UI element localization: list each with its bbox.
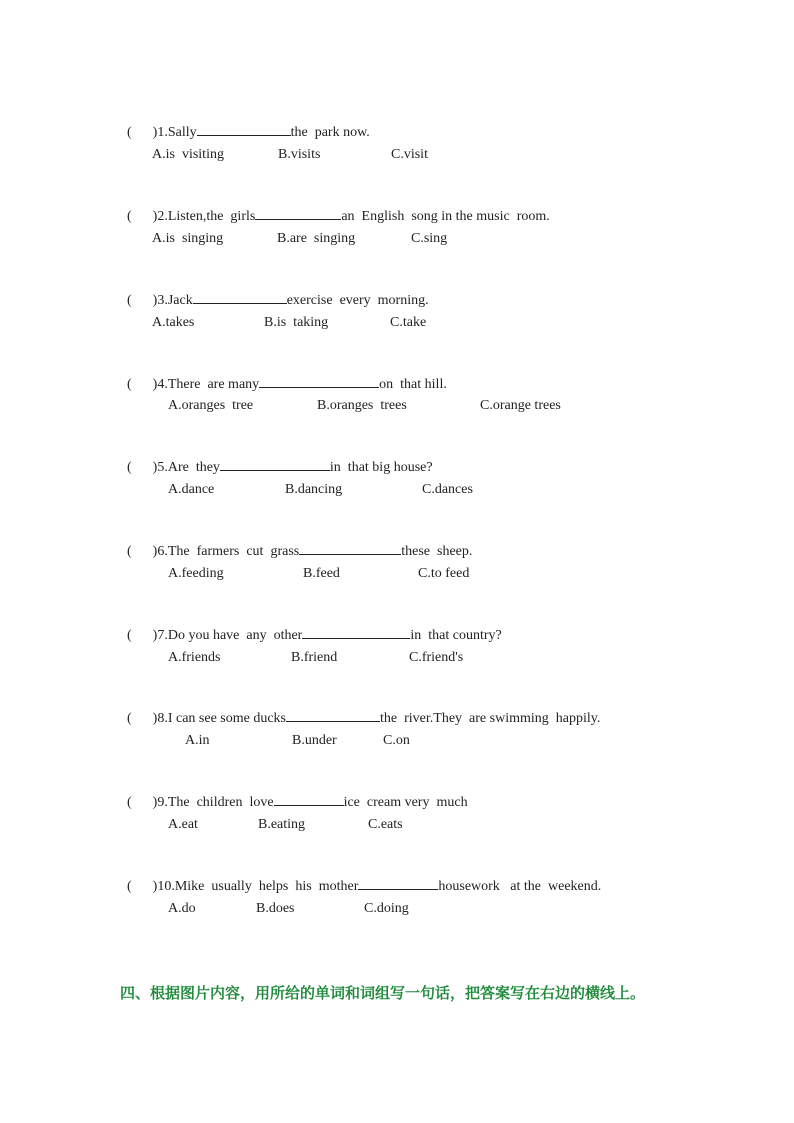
options-6	[0, 565, 794, 583]
options-5	[0, 481, 794, 499]
option-b[interactable]: B.feed	[303, 566, 340, 581]
option-b[interactable]: B.is taking	[264, 315, 329, 330]
option-c[interactable]: C.doing	[364, 901, 409, 916]
options-7	[0, 649, 794, 667]
question-8: ( )8.I can see some ducks the river.They are swimming happily.	[120, 690, 600, 728]
answer-blank[interactable]	[220, 457, 330, 471]
answer-blank[interactable]	[286, 708, 380, 722]
question-text-after: in that big house?	[329, 460, 433, 475]
question-number: 8	[157, 711, 165, 726]
answer-paren[interactable]: ( )	[127, 879, 158, 894]
option-a[interactable]: A.dance	[168, 482, 215, 497]
option-a[interactable]: A.takes	[152, 315, 195, 330]
option-c[interactable]: C.sing	[411, 231, 448, 246]
question-text-before: Are they	[167, 460, 220, 475]
question-number: 9	[157, 795, 165, 810]
question-number: 3	[157, 293, 165, 308]
options-2	[0, 230, 794, 248]
option-a[interactable]: A.friends	[168, 650, 221, 665]
question-text-before: Jack	[167, 293, 193, 308]
question-text-after: these sheep.	[401, 544, 473, 559]
answer-blank[interactable]	[197, 122, 291, 136]
question-text-before: There are many	[167, 377, 260, 392]
question-number: 10	[157, 879, 172, 894]
options-3	[0, 314, 794, 332]
question-1: ( )1.Sally the park now.	[120, 104, 370, 142]
question-text-before: The farmers cut grass	[167, 544, 300, 559]
question-3: ( )3.Jack exercise every morning.	[120, 272, 429, 310]
option-a[interactable]: A.do	[168, 901, 196, 916]
options-4	[0, 397, 794, 415]
option-b[interactable]: B.oranges trees	[317, 398, 407, 413]
answer-blank[interactable]	[193, 290, 287, 304]
question-text-after: ice cream very much	[343, 795, 468, 810]
options-9	[0, 816, 794, 834]
question-6: ( )6.The farmers cut grass these sheep.	[120, 523, 472, 561]
question-number: 6	[157, 544, 165, 559]
option-a[interactable]: A.eat	[168, 817, 198, 832]
question-text-before: The children love	[167, 795, 274, 810]
question-text-after: the park now.	[290, 125, 370, 140]
option-b[interactable]: B.eating	[258, 817, 306, 832]
section-heading: 四、根据图片内容，用所给的单词和词组写一句话，把答案写在右边的横线上。	[120, 984, 646, 1002]
answer-paren[interactable]: ( )	[127, 544, 158, 559]
option-a[interactable]: A.is visiting	[152, 147, 224, 162]
question-text-before: I can see some ducks	[167, 711, 287, 726]
option-c[interactable]: C.visit	[391, 147, 428, 162]
question-text-before: Mike usually helps his mother	[174, 879, 359, 894]
question-text-after: exercise every morning.	[286, 293, 429, 308]
question-text-before: Do you have any other	[167, 628, 303, 643]
option-a[interactable]: A.in	[185, 733, 210, 748]
question-number: 2	[157, 209, 165, 224]
option-b[interactable]: B.does	[256, 901, 295, 916]
answer-blank[interactable]	[299, 541, 401, 555]
option-a[interactable]: A.feeding	[168, 566, 224, 581]
answer-blank[interactable]	[259, 374, 379, 388]
question-text-after: an English song in the music room.	[341, 209, 550, 224]
question-10: ( )10.Mike usually helps his mother housework at the weekend.	[120, 858, 601, 896]
option-c[interactable]: C.to feed	[418, 566, 470, 581]
options-8	[0, 732, 794, 750]
question-7: ( )7.Do you have any other in that country?	[120, 607, 502, 645]
question-text-after: the river.They are swimming happily.	[380, 711, 601, 726]
answer-blank[interactable]	[255, 206, 341, 220]
option-c[interactable]: C.dances	[422, 482, 473, 497]
options-10	[0, 900, 794, 918]
question-5: ( )5.Are they in that big house?	[120, 439, 433, 477]
options-1	[0, 146, 794, 164]
option-c[interactable]: C.take	[390, 315, 427, 330]
option-a[interactable]: A.oranges tree	[168, 398, 254, 413]
answer-blank[interactable]	[274, 792, 344, 806]
answer-blank[interactable]	[358, 876, 438, 890]
option-b[interactable]: B.friend	[291, 650, 338, 665]
question-4: ( )4.There are many on that hill.	[120, 356, 447, 394]
answer-paren[interactable]: ( )	[127, 711, 158, 726]
answer-paren[interactable]: ( )	[127, 293, 158, 308]
answer-paren[interactable]: ( )	[127, 795, 158, 810]
question-text-after: on that hill.	[379, 377, 447, 392]
question-text-after: in that country?	[410, 628, 502, 643]
answer-paren[interactable]: ( )	[127, 460, 158, 475]
option-b[interactable]: B.are singing	[277, 231, 356, 246]
question-number: 7	[157, 628, 165, 643]
option-b[interactable]: B.under	[292, 733, 337, 748]
question-number: 5	[157, 460, 165, 475]
question-text-after: housework at the weekend.	[438, 879, 602, 894]
option-c[interactable]: C.orange trees	[480, 398, 561, 413]
answer-paren[interactable]: ( )	[127, 377, 158, 392]
question-text-before: Listen,the girls	[167, 209, 256, 224]
question-2: ( )2.Listen,the girls an English song in the music room.	[120, 188, 550, 226]
option-b[interactable]: B.dancing	[285, 482, 343, 497]
answer-paren[interactable]: ( )	[127, 125, 158, 140]
question-number: 4	[157, 377, 165, 392]
option-c[interactable]: C.on	[383, 733, 410, 748]
question-number: 1	[157, 125, 165, 140]
answer-paren[interactable]: ( )	[127, 209, 158, 224]
option-a[interactable]: A.is singing	[152, 231, 224, 246]
question-9: ( )9.The children love ice cream very much	[120, 774, 468, 812]
answer-blank[interactable]	[302, 625, 410, 639]
question-text-before: Sally	[167, 125, 197, 140]
option-c[interactable]: C.eats	[368, 817, 403, 832]
option-c[interactable]: C.friend's	[409, 650, 464, 665]
option-b[interactable]: B.visits	[278, 147, 321, 162]
answer-paren[interactable]: ( )	[127, 628, 158, 643]
